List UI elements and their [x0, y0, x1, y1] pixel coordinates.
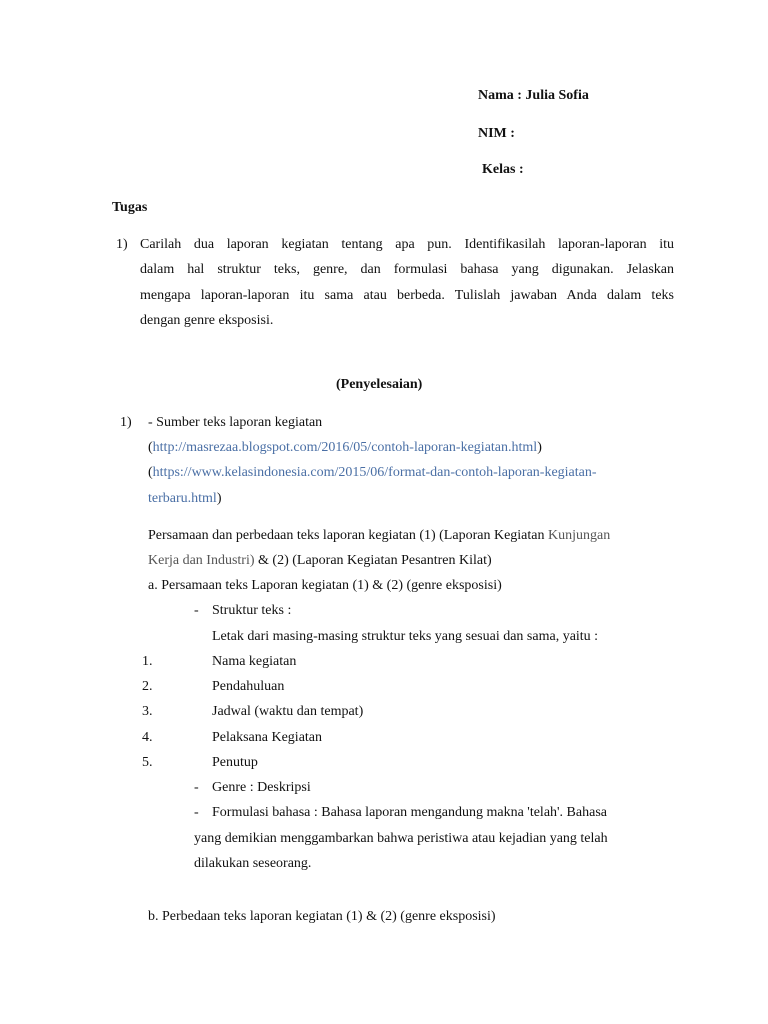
- source-link-2[interactable]: https://www.kelasindonesia.com/2015/06/format-dan-contoh-laporan-kegiatan-: [152, 465, 597, 480]
- genre-dash: -: [194, 780, 199, 795]
- sumber-label: - Sumber teks laporan kegiatan: [148, 415, 323, 430]
- list-number: 4.: [142, 730, 153, 745]
- genre-text: Genre : Deskripsi: [212, 780, 311, 795]
- student-nim: NIM :: [478, 126, 515, 141]
- item-a: a. Persamaan teks Laporan kegiatan (1) & (2) (genre eksposisi): [148, 578, 502, 593]
- tugas-line-2: dalam hal struktur teks, genre, dan formulasi bahasa yang digunakan. Jelaskan: [140, 262, 674, 277]
- list-item: Jadwal (waktu dan tempat): [212, 704, 364, 719]
- list-number: 1.: [142, 654, 153, 669]
- formulasi-line-1: Formulasi bahasa : Bahasa laporan mengandung makna 'telah'. Bahasa: [212, 805, 607, 820]
- tugas-line-4: dengan genre eksposisi.: [140, 313, 274, 328]
- list-item: Penutup: [212, 755, 258, 770]
- student-name: Nama : Julia Sofia: [478, 88, 589, 103]
- source-link-2-cont[interactable]: terbaru.html: [148, 491, 217, 506]
- list-item: Nama kegiatan: [212, 654, 297, 669]
- student-class: Kelas :: [482, 162, 524, 177]
- list-number: 2.: [142, 679, 153, 694]
- source-link-1[interactable]: http://masrezaa.blogspot.com/2016/05/contoh-laporan-kegiatan.html: [152, 440, 538, 455]
- tugas-line-3: mengapa laporan-laporan itu sama atau berbeda. Tulislah jawaban Anda dalam teks: [140, 288, 674, 303]
- persamaan-intro-line-2: Kerja dan Industri) & (2) (Laporan Kegiatan Pesantren Kilat): [148, 553, 492, 568]
- struktur-dash: -: [194, 603, 199, 618]
- persamaan-intro-line-1: Persamaan dan perbedaan teks laporan kegiatan (1) (Laporan Kegiatan Kunjungan: [148, 528, 611, 543]
- struktur-label: Struktur teks :: [212, 603, 292, 618]
- formulasi-dash: -: [194, 805, 199, 820]
- letak-text: Letak dari masing-masing struktur teks yang sesuai dan sama, yaitu :: [212, 629, 599, 644]
- tugas-heading: Tugas: [112, 200, 148, 215]
- penyelesaian-number: 1): [120, 415, 132, 430]
- penyelesaian-heading: (Penyelesaian): [336, 377, 423, 392]
- formulasi-line-2: yang demikian menggambarkan bahwa peristiwa atau kejadian yang telah: [194, 831, 608, 846]
- list-number: 5.: [142, 755, 153, 770]
- formulasi-line-3: dilakukan seseorang.: [194, 856, 312, 871]
- list-number: 3.: [142, 704, 153, 719]
- tugas-line-1: Carilah dua laporan kegiatan tentang apa pun. Identifikasilah laporan-laporan itu: [140, 237, 674, 252]
- item-b: b. Perbedaan teks laporan kegiatan (1) & (2) (genre eksposisi): [148, 909, 496, 924]
- tugas-number: 1): [116, 237, 128, 252]
- source-link-1-line: (http://masrezaa.blogspot.com/2016/05/contoh-laporan-kegiatan.html): [148, 440, 542, 455]
- source-link-2-line-b: terbaru.html): [148, 491, 222, 506]
- list-item: Pendahuluan: [212, 679, 285, 694]
- list-item: Pelaksana Kegiatan: [212, 730, 323, 745]
- source-link-2-line: (https://www.kelasindonesia.com/2015/06/format-dan-contoh-laporan-kegiatan-: [148, 465, 597, 480]
